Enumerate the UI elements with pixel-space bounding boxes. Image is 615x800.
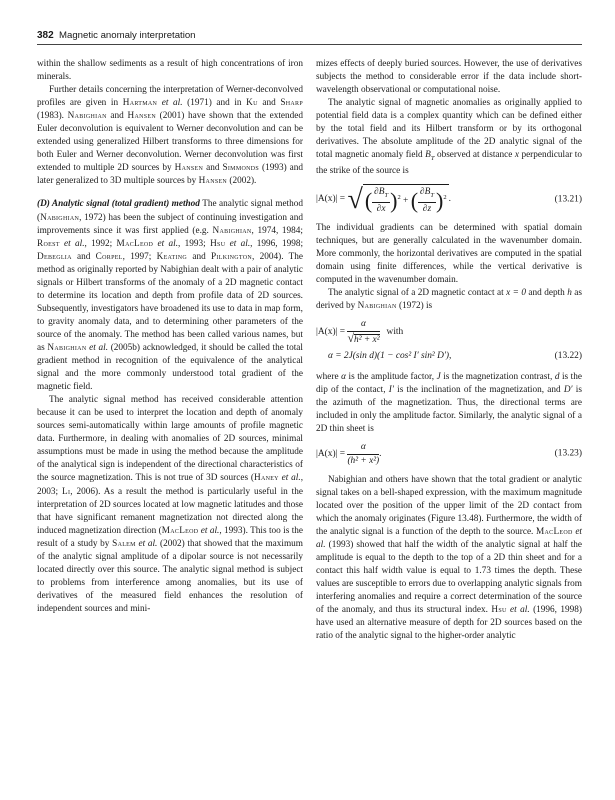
equation-13-21: |A(x)| = √ ( $\frac{\partial B_T}{\partial x}$ )$^2$ + ( $\frac{\partial B_T}{\partial z}$ )$^2$ . (13.21) [316,183,582,215]
paragraph: The analytic signal of magnetic anomalies as originally applied to potential field data is a complex quantity which can be defined either by the total field and its Hilbert transform or by its orthogonal derivatives. The absolute amplitude of the 2D analytic signal of the total magnetic anomaly field $B_T$ observed at distance x perpendicular to the strike of the source is [316,98,583,177]
paragraph: (D) Analytic signal (total gradient) method The analytic signal method (Nabighian, 1972) has been the subject of continuing investigation and improvements since it was first applied (e.g. Nabighian, 1974, 1984; Roest et al., 1992; MacLeod et al., 1993; Hsu et al., 1996, 1998; Debeglia and Corpel, 1997; Keating and Pilkington, 2004). The method as originally reported by Nabighian dealt with a pair of analytic signals or Hilbert transforms of the anomaly of a 2D magnetic contact to determine its location and depth from profile data of 2D sources. Subsequently, investigators have broadened its use to data in map form, to gravity anomaly data, and to determining other parameters of the source of the anomaly. The method has been called various names, but as Nabighian et al. (2005b) acknowledged, it should be called the total gradient method in recognition of the equivalence of the analytical signal and the more commonly understood total gradient of the magnetic field. [37,199,304,393]
paragraph: The individual gradients can be determined with spatial domain techniques, but are generally calculated in the wavenumber domain. More commonly, the horizontal derivatives are computed in the spatial domain using finite differences, while the vertical derivative is computed in the wavenumber domain. [316,223,582,286]
paragraph: Nabighian and others have shown that the total gradient or analytic signal takes on a bell-shaped expression, with the maximum magnitude located over the position of the upper limit of the 2D contact from which the anomaly originates (Figure 13.48). Furthermore, the width of the analytic signal is a function of the depth to the source. MacLeod et al. (1993) showed that half the width of the analytic signal at half the amplitude is equal to the depth to the top of a 2D thin sheet and for a contact this half width value is equal to 1.73 times the depth. These values are susceptible to errors due to overlapping analytic signals from interfering anomalies and require a correct determination of the source of the anomaly, and thus its structural index. Hsu et al. (1996, 1998) have used an alternative measure of depth for 2D sources based on the ratio of the analytic signal to the higher-order analytic [316,474,582,642]
section-heading: (D) Analytic signal (total gradient) method [37,199,200,210]
paragraph: where α is the amplitude factor, J is the magnetization contrast, d is the dip of the contact, I′ is the inclination of the magnetization, and D′ is the azimuth of the magnetization. Thus, the directional terms are included in only the amplitude factor. Similarly, the analytic signal of a 2D thin sheet is [316,371,582,434]
page-number: 382 [37,30,54,41]
paragraph: The analytic signal method has received considerable attention because it can be used to interpret the location and depth of anomaly sources semi-automatically within large amounts of profile magnetic data. Furthermore, in dealing with anomalies of 2D sources, minimal assumptions must be made in using the method because the amplitude of the analytical sign is independent of the directional characteristics of the source magnetization. This is not true of 3D sources (Haney et al., 2003; Li, 2006). As a result the method is particularly useful in the interpretation of 2D sources located at low magnetic latitudes and those that have significant remanent magnetization not directed along the induced magnetization direction (MacLeod et al., 1993). This too is the result of a study by Salem et al. (2002) that showed that the maximum of the analytic signal amplitude of a dipolar source is not necessarily located directly over this source. The analytic signal method is subject to problems from interference among anomalies, but its use of derivatives of the measured field enhances the resolution of independent sources and mini- [37,395,303,614]
equation-number: (13.23) [554,448,582,459]
equation-13-23: |A(x)| = $\frac{\alpha}{\text{(h² + x²)}}$ . (13.23) [316,441,582,466]
paragraph: within the shallow sediments as a result of high concentrations of iron minerals. [37,59,303,83]
paragraph: The analytic signal of a 2D magnetic contact at x = 0 and depth h as derived by Nabighian (1972) is [316,288,582,312]
equation-number: (13.22) [554,351,582,362]
page-header [37,24,582,45]
left-column [37,58,303,616]
equation-number: (13.21) [554,194,582,205]
equation-13-22: |A(x)| = $\frac{\alpha}{\text{√h² + x²}}$ with α = 2J(sin d)(1 − cos² I′ sin² D′), (13.22) [316,319,582,363]
paragraph: Further details concerning the interpretation of Werner-deconvolved profiles are given in Hartman et al. (1971) and in Ku and Sharp (1983). Nabighian and Hansen (2001) have shown that the extended Euler deconvolution is equivalent to Werner deconvolution and can be extended using generalized Hilbert transforms to three dimensions for both Euler and Werner deconvolution. Werner deconvolution was first extended to multiple 2D sources by Hansen and Simmonds (1993) and later generalized to 3D multiple sources by Hansen (2002). [37,85,303,187]
running-title: Magnetic anomaly interpretation [59,30,196,41]
right-column [316,58,582,643]
paragraph: mizes effects of deeply buried sources. However, the use of derivatives subjects the method to considerable error if the data include short-wavelength observational or computational noise. [316,59,582,96]
